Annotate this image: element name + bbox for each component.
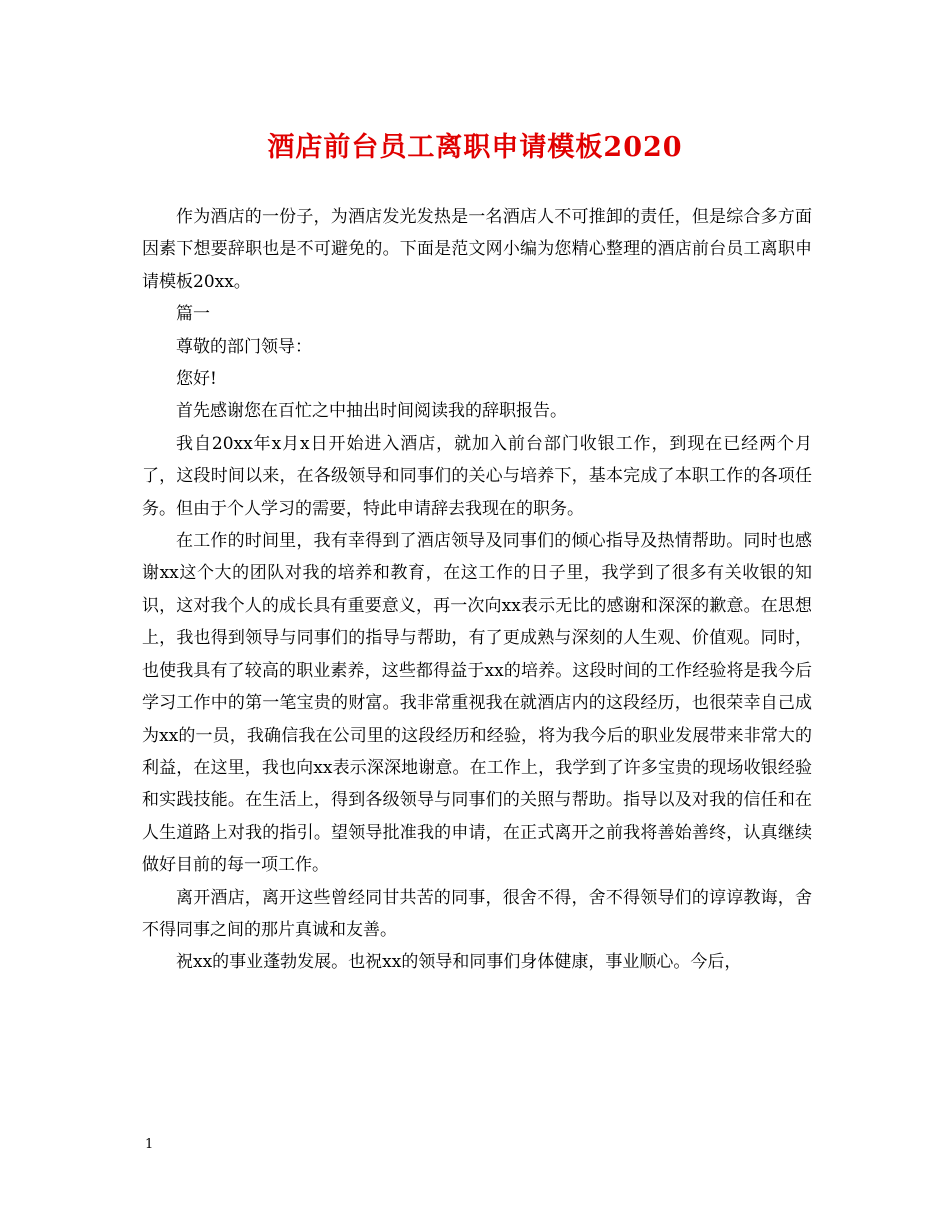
page-number: 1 <box>145 1137 154 1152</box>
paragraph-intro: 作为酒店的一份子，为酒店发光发热是一名酒店人不可推卸的责任，但是综合多方面因素下想要辞职也是不可避免的。下面是范文网小编为您精心整理的酒店前台员工离职申请模板20xx。 <box>142 207 812 292</box>
paragraph-gratitude: 在工作的时间里，我有幸得到了酒店领导及同事们的倾心指导及热情帮助。同时也感谢xx这个大的团队对我的培养和教育，在这工作的日子里，我学到了很多有关收银的知识，这对我个人的成长具有重要意义，再一次向xx表示无比的感谢和深深的歉意。在思想上，我也得到领导与同事们的指导与帮助，有了更成熟与深刻的人生观、价值观。同时，也使我具有了较高的职业素养，这些都得益于xx的培养。这段时间的工作经验将是我今后学习工作中的第一笔宝贵的财富。我非常重视我在就酒店内的这段经历，也很荣幸自己成为xx的一员，我确信我在公司里的这段经历和经验，将为我今后的职业发展带来非常大的利益，在这里，我也向xx表示深深地谢意。在工作上，我学到了许多宝贵的现场收银经验和实践技能。在生活上，得到各级领导与同事们的关照与帮助。指导以及对我的信任和在人生道路上对我的指引。望领导批准我的申请，在正式离开之前我将善始善终，认真继续做好目前的每一项工作。 <box>142 531 812 876</box>
paragraph-thanks: 首先感谢您在百忙之中抽出时间阅读我的辞职报告。 <box>176 401 567 422</box>
paragraph-background: 我自20xx年x月x日开始进入酒店，就加入前台部门收银工作，到现在已经两个月了，这段时间以来，在各级领导和同事们的关心与培养下，基本完成了本职工作的各项任务。但由于个人学习的需要，特此申请辞去我现在的职务。 <box>142 433 812 519</box>
paragraph-salutation: 尊敬的部门领导： <box>176 336 312 357</box>
document-title: 酒店前台员工离职申请模板2020 <box>267 132 683 163</box>
document-body <box>142 201 812 979</box>
paragraph-farewell: 离开酒店，离开这些曾经同甘共苦的同事，很舍不得，舍不得领导们的谆谆教诲，舍不得同事之间的那片真诚和友善。 <box>142 887 812 940</box>
paragraph-wishes: 祝xx的事业蓬勃发展。也祝xx的领导和同事们身体健康，事业顺心。今后， <box>176 952 742 973</box>
paragraph-section-label: 篇一 <box>176 304 210 325</box>
paragraph-greeting: 您好! <box>176 369 217 390</box>
